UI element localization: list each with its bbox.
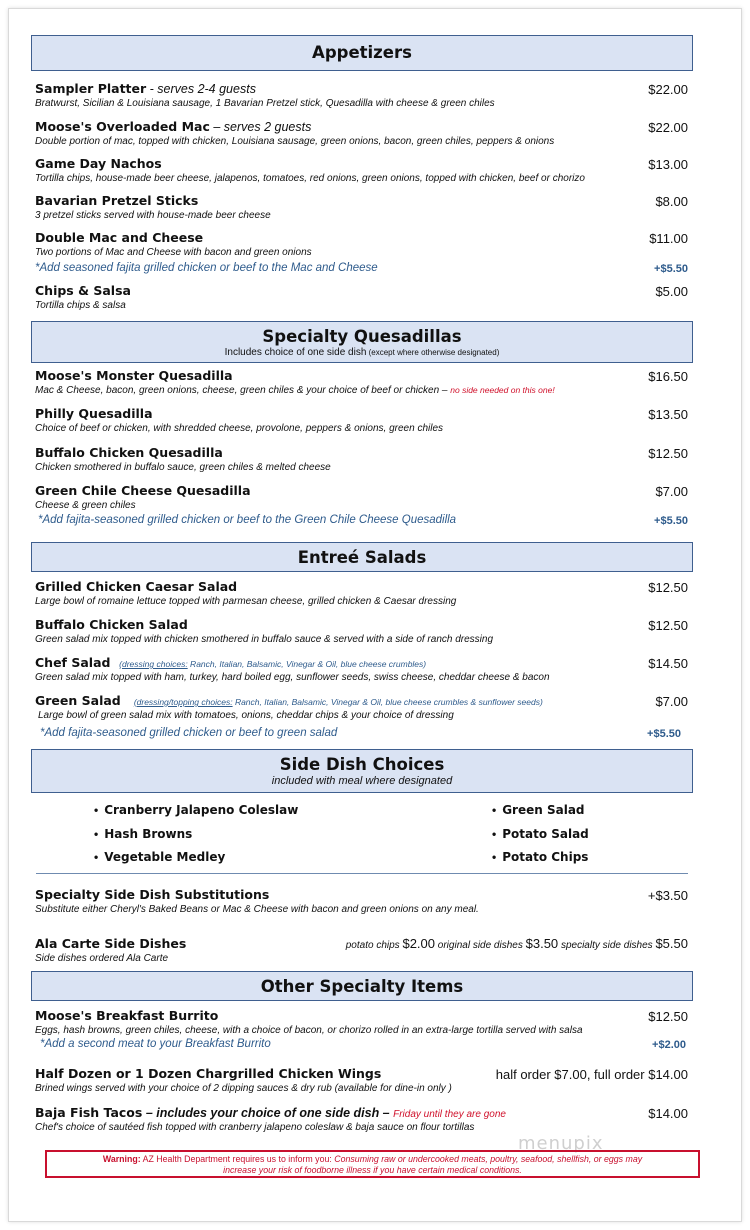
item-name: Baja Fish Tacos	[35, 1105, 143, 1120]
item-price: $22.00	[648, 120, 688, 135]
sides-header	[31, 749, 693, 793]
item-name: Buffalo Chicken Salad	[35, 617, 188, 632]
item-description: Brined wings served with your choice of 2 dipping sauces & dry rub (available for dine-in only )	[35, 1083, 452, 1094]
item-price: half order $7.00, full order $14.00	[495, 1067, 688, 1082]
appetizers-title: Appetizers	[312, 43, 412, 62]
item-description: Bratwurst, Sicilian & Louisiana sausage, 1 Bavarian Pretzel stick, Quesadilla with cheese & green chiles	[35, 98, 495, 109]
item-description: 3 pretzel sticks served with house-made beer cheese	[35, 210, 271, 221]
menu-item	[35, 119, 688, 147]
item-description: Large bowl of romaine lettuce topped with parmesan cheese, grilled chicken & Caesar dressing	[35, 596, 457, 607]
item-price: +$3.50	[647, 888, 688, 903]
dressing-choices: Ranch, Italian, Balsamic, Vinegar & Oil, blue cheese crumbles)	[187, 659, 427, 669]
item-description: Large bowl of green salad mix with tomatoes, onions, cheddar chips & your choice of dressing	[38, 710, 454, 721]
salads-header	[31, 542, 693, 572]
salads-title: Entreé Salads	[297, 548, 427, 567]
item-price: $16.50	[648, 369, 688, 384]
addon-note	[40, 1038, 686, 1050]
item-note: Friday until they are gone	[393, 1109, 506, 1120]
item-description: Mac & Cheese, bacon, green onions, cheese, green chiles & your choice of beef or chicken –	[35, 385, 451, 396]
bullet-icon: •	[492, 850, 497, 864]
item-name: Double Mac and Cheese	[35, 230, 204, 245]
dressing-choices-label: (dressing/topping choices:	[133, 697, 233, 707]
item-description: Double portion of mac, topped with chicken, Louisiana sausage, green onions, bacon, green chiles, peppers & onions	[35, 136, 555, 147]
menu-item	[35, 230, 688, 258]
menu-item	[35, 156, 688, 184]
menu-item	[35, 445, 688, 473]
menu-item	[35, 283, 688, 311]
dressing-choices-label: (dressing choices:	[119, 659, 188, 669]
menu-item	[35, 887, 688, 915]
item-name: Green Salad	[35, 693, 121, 708]
item-price: $7.00	[655, 694, 688, 709]
bullet-icon: •	[492, 827, 497, 841]
quesadillas-subtitle-note: (except where otherwise designated)	[366, 348, 500, 357]
item-name: Green Chile Cheese Quesadilla	[35, 483, 251, 498]
addon-text: *Add fajita-seasoned grilled chicken or beef to the Green Chile Cheese Quesadilla	[38, 514, 457, 526]
item-price: $12.50	[648, 446, 688, 461]
item-name: Chips & Salsa	[35, 283, 131, 298]
item-name: Sampler Platter	[35, 81, 147, 96]
item-price: $12.50	[648, 580, 688, 595]
bullet-icon: •	[94, 850, 99, 864]
side-option: • Potato Salad	[492, 827, 589, 841]
bullet-icon: •	[94, 803, 99, 817]
item-name: Specialty Side Dish Substitutions	[35, 887, 270, 902]
item-description: Tortilla chips & salsa	[35, 300, 126, 311]
item-name: Moose's Overloaded Mac	[35, 119, 210, 134]
item-price: $11.00	[649, 231, 688, 246]
side-option: • Hash Browns	[94, 827, 193, 841]
addon-price: +$5.50	[654, 263, 688, 275]
item-price: $14.50	[648, 656, 688, 671]
item-description: Chef's choice of sautéed fish topped with cranberry jalapeno coleslaw & baja sauce on flour tortillas	[35, 1122, 475, 1133]
other-header	[31, 971, 693, 1001]
health-warning: Warning: AZ Health Department requires us to inform you: Consuming raw or undercooked meats, poultry, seafood, shellfish, or eggs may increase your risk of foodborne illness if you have certain medical conditions.	[45, 1150, 700, 1178]
quesadillas-title: Specialty Quesadillas	[262, 327, 462, 346]
side-option: • Potato Chips	[492, 850, 589, 864]
addon-text: *Add seasoned fajita grilled chicken or beef to the Mac and Cheese	[35, 262, 378, 274]
watermark: menupix	[518, 1133, 604, 1154]
addon-note	[38, 514, 688, 526]
menu-item	[35, 693, 688, 721]
item-description: Green salad mix topped with ham, turkey, hard boiled egg, sunflower seeds, swiss cheese, cheddar cheese & bacon	[35, 672, 550, 683]
item-description: Eggs, hash browns, green chiles, cheese, with a choice of bacon, or chorizo rolled in an extra-large tortilla served with salsa	[35, 1025, 583, 1036]
menu-item	[35, 483, 688, 511]
item-description: Choice of beef or chicken, with shredded cheese, provolone, peppers & onions, green chiles	[35, 423, 444, 434]
bullet-icon: •	[94, 827, 99, 841]
dressing-choices: Ranch, Italian, Balsamic, Vinegar & Oil, blue cheese crumbles & sunflower seeds)	[232, 697, 543, 707]
other-title: Other Specialty Items	[260, 977, 464, 996]
section-divider	[36, 873, 688, 874]
item-description: Substitute either Cheryl's Baked Beans or Mac & Cheese with bacon and green onions on any meal.	[35, 904, 479, 915]
addon-text: *Add fajita-seasoned grilled chicken or beef to green salad	[40, 727, 338, 739]
menu-item	[35, 81, 688, 109]
addon-note	[40, 727, 681, 739]
item-name: Moose's Monster Quesadilla	[35, 368, 233, 383]
item-name: Chef Salad	[35, 655, 111, 670]
item-name: Grilled Chicken Caesar Salad	[35, 579, 238, 594]
menu-item	[35, 936, 688, 964]
item-serving: – serves 2 guests	[209, 120, 312, 134]
item-price: $13.50	[648, 407, 688, 422]
sides-subtitle: included with meal where designated	[271, 775, 453, 787]
menu-item	[35, 1066, 688, 1094]
quesadillas-header	[31, 321, 693, 363]
menu-item	[35, 617, 688, 645]
sides-title: Side Dish Choices	[279, 755, 445, 774]
item-serving: - serves 2-4 guests	[146, 82, 256, 96]
item-price: $8.00	[655, 194, 688, 209]
item-description: Tortilla chips, house-made beer cheese, jalapenos, tomatoes, red onions, green onions, topped with chicken, beef or chorizo	[35, 173, 585, 184]
menu-item	[35, 193, 688, 221]
item-description: Green salad mix topped with chicken smothered in buffalo sauce & served with a side of ranch dressing	[35, 634, 494, 645]
menu-item	[35, 579, 688, 607]
item-price: $14.00	[648, 1106, 688, 1121]
item-name: Game Day Nachos	[35, 156, 162, 171]
item-description: Chicken smothered in buffalo sauce, green chiles & melted cheese	[35, 462, 331, 473]
item-price: $12.50	[648, 618, 688, 633]
menu-item	[35, 406, 688, 434]
warning-label: Warning:	[102, 1154, 141, 1164]
menu-item	[35, 655, 688, 683]
ala-carte-prices: potato chips $2.00 original side dishes $3.50 specialty side dishes $5.50	[345, 936, 688, 951]
item-description: Cheese & green chiles	[35, 500, 136, 511]
item-name: Moose's Breakfast Burrito	[35, 1008, 219, 1023]
bullet-icon: •	[492, 803, 497, 817]
addon-price: +$5.50	[647, 728, 681, 740]
item-name: Buffalo Chicken Quesadilla	[35, 445, 223, 460]
item-price: $13.00	[648, 157, 688, 172]
side-option: • Vegetable Medley	[94, 850, 226, 864]
item-price: $12.50	[648, 1009, 688, 1024]
item-price: $7.00	[655, 484, 688, 499]
addon-price: +$5.50	[654, 515, 688, 527]
menu-item	[35, 1008, 688, 1036]
item-price: $5.00	[655, 284, 688, 299]
side-option: • Green Salad	[492, 803, 585, 817]
item-description: Side dishes ordered Ala Carte	[35, 953, 169, 964]
item-name: Ala Carte Side Dishes	[35, 936, 187, 951]
item-serving: – includes your choice of one side dish –	[142, 1106, 394, 1120]
side-option: • Cranberry Jalapeno Coleslaw	[94, 803, 299, 817]
item-name: Bavarian Pretzel Sticks	[35, 193, 199, 208]
item-name: Philly Quesadilla	[35, 406, 153, 421]
addon-price: +$2.00	[652, 1039, 686, 1051]
quesadillas-subtitle: Includes choice of one side dish	[224, 347, 367, 358]
item-name: Half Dozen or 1 Dozen Chargrilled Chicken Wings	[35, 1066, 382, 1081]
appetizers-header	[31, 35, 693, 71]
item-note: no side needed on this one!	[450, 385, 555, 395]
item-description: Two portions of Mac and Cheese with bacon and green onions	[35, 247, 312, 258]
item-price: $22.00	[648, 82, 688, 97]
addon-text: *Add a second meat to your Breakfast Burrito	[40, 1038, 271, 1050]
menu-item	[35, 1105, 688, 1133]
menu-item	[35, 368, 688, 396]
addon-note	[35, 262, 688, 274]
